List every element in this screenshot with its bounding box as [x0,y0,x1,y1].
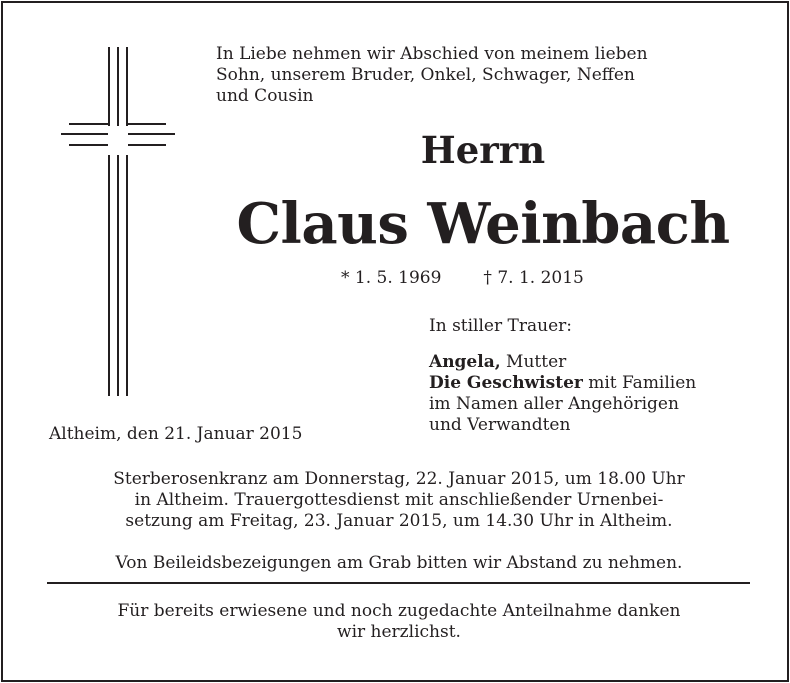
mourner-siblings-suffix: mit Familien [582,373,697,393]
mourner-siblings-name: Die Geschwister [429,373,583,393]
place-date: Altheim, den 21. Januar 2015 [49,424,303,444]
birth-date: * 1. 5. 1969 [341,268,442,288]
mourner-mother-name: Angela, [429,352,501,372]
service-notice-line-3: setzung am Freitag, 23. Januar 2015, um 14.30 Uhr in Altheim. [125,511,673,531]
mourners-heading: In stiller Trauer: [429,316,572,336]
mourners-line-4: und Verwandten [429,415,571,435]
mourner-mother-relation: Mutter [500,352,567,372]
thanks-line-1: Für bereits erwiesene und noch zugedachte Anteilnahme danken [117,601,681,621]
mourner-mother [429,352,769,373]
life-dates [341,268,584,289]
thanks-text [49,601,749,643]
condolence-request: Von Beileidsbezeigungen am Grab bitten wir Abstand zu nehmen. [115,553,683,573]
deceased-name: Claus Weinbach [236,191,730,257]
service-notice-line-1: Sterberosenkranz am Donnerstag, 22. Januar 2015, um 18.00 Uhr [113,469,685,489]
intro-line-2: Sohn, unserem Bruder, Onkel, Schwager, Neffen [216,65,635,85]
salutation: Herrn [420,128,546,172]
service-notice-line-2: in Altheim. Trauergottesdienst mit anschließender Urnenbei- [134,490,664,510]
obituary-frame [1,1,789,682]
mourners-line-3: im Namen aller Angehörigen [429,394,679,414]
intro-text [216,44,756,107]
intro-line-3: und Cousin [216,86,314,106]
mourners-block [429,316,769,436]
intro-line-1: In Liebe nehmen wir Abschied von meinem lieben [216,44,648,64]
mourner-siblings [429,373,769,394]
divider [47,582,750,584]
service-notice [49,469,749,532]
thanks-line-2: wir herzlichst. [337,622,461,642]
death-date: † 7. 1. 2015 [483,268,584,288]
